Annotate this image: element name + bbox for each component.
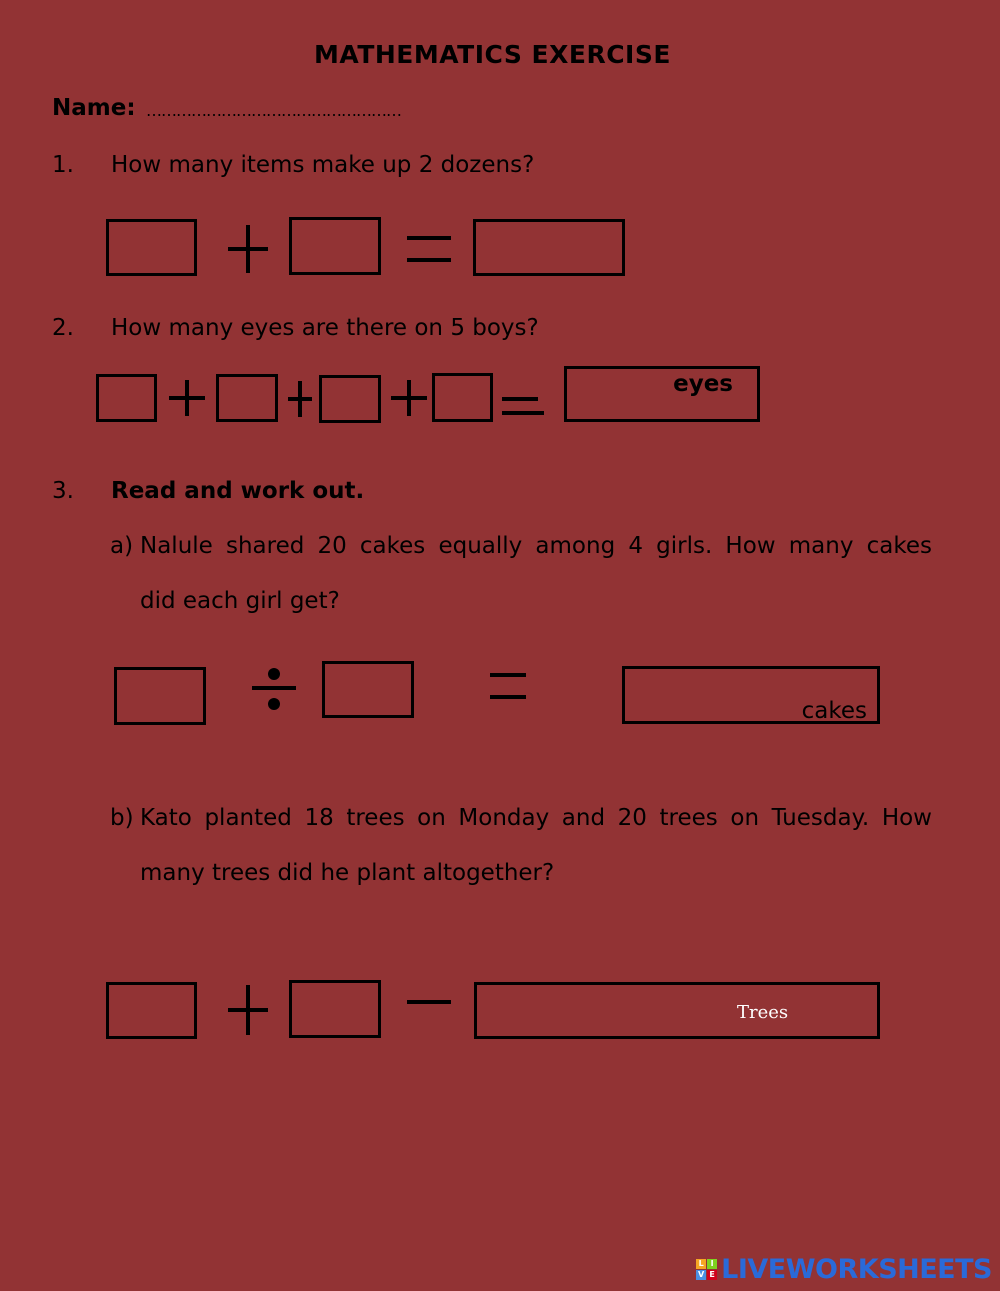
plus-sign: [228, 225, 268, 273]
q3b-result-box[interactable]: [474, 982, 880, 1039]
q1-answer-box-1[interactable]: [106, 219, 197, 276]
q2-answer-box-1[interactable]: [96, 374, 157, 422]
q3b-answer-box-2[interactable]: [289, 980, 381, 1038]
q1-text: How many items make up 2 dozens?: [111, 152, 535, 178]
logo-letter-v: V: [698, 1270, 705, 1279]
q1-result-box[interactable]: [473, 219, 625, 276]
q2-number: 2.: [52, 315, 74, 341]
plus-sign: [391, 380, 427, 416]
q3a-answer-box-2[interactable]: [322, 661, 414, 718]
plus-sign: [228, 985, 268, 1035]
logo-letter-i: I: [707, 1259, 717, 1269]
q3b-unit-label: Trees: [737, 1002, 789, 1023]
liveworksheets-logo-icon: [696, 1259, 717, 1280]
plus-sign: [169, 380, 205, 416]
q3b-line-1: Kato planted 18 trees on Monday and 20 trees on Tuesday. How: [140, 805, 932, 831]
q3-heading: Read and work out.: [111, 478, 365, 504]
logo-letter-e: E: [707, 1270, 717, 1280]
liveworksheets-logo-text: LIVEWORKSHEETS: [721, 1254, 992, 1285]
q3b-letter: b): [110, 805, 134, 831]
q2-answer-box-2[interactable]: [216, 374, 278, 422]
q2-answer-box-3[interactable]: [319, 375, 381, 423]
q3b-answer-box-1[interactable]: [106, 982, 197, 1039]
name-line[interactable]: ……………………………………………: [146, 101, 401, 120]
q3-number: 3.: [52, 478, 74, 504]
plus-sign: [288, 381, 312, 417]
q3b-line-2: many trees did he plant altogether?: [140, 860, 555, 886]
liveworksheets-logo: [696, 1254, 992, 1285]
name-label: Name:: [52, 95, 136, 121]
divide-sign: [252, 668, 296, 710]
q3a-unit-label: cakes: [801, 698, 867, 724]
logo-letter-l: L: [696, 1259, 706, 1269]
q2-result-box[interactable]: [564, 366, 760, 422]
q2-unit-label: eyes: [673, 371, 733, 397]
equals-sign: [490, 673, 526, 701]
q1-answer-box-2[interactable]: [289, 217, 381, 275]
q3a-line-1: Nalule shared 20 cakes equally among 4 girls. How many cakes: [140, 533, 932, 559]
q3a-line-2: did each girl get?: [140, 588, 340, 614]
q2-answer-box-4[interactable]: [432, 373, 493, 422]
q3a-letter: a): [110, 533, 134, 559]
equals-sign: [502, 397, 544, 417]
q3a-result-box[interactable]: [622, 666, 880, 724]
q1-number: 1.: [52, 152, 74, 178]
page-title: MATHEMATICS EXERCISE: [314, 40, 671, 69]
q2-text: How many eyes are there on 5 boys?: [111, 315, 539, 341]
minus-sign: [407, 1000, 451, 1006]
q3a-answer-box-1[interactable]: [114, 667, 206, 725]
equals-sign: [407, 236, 451, 264]
